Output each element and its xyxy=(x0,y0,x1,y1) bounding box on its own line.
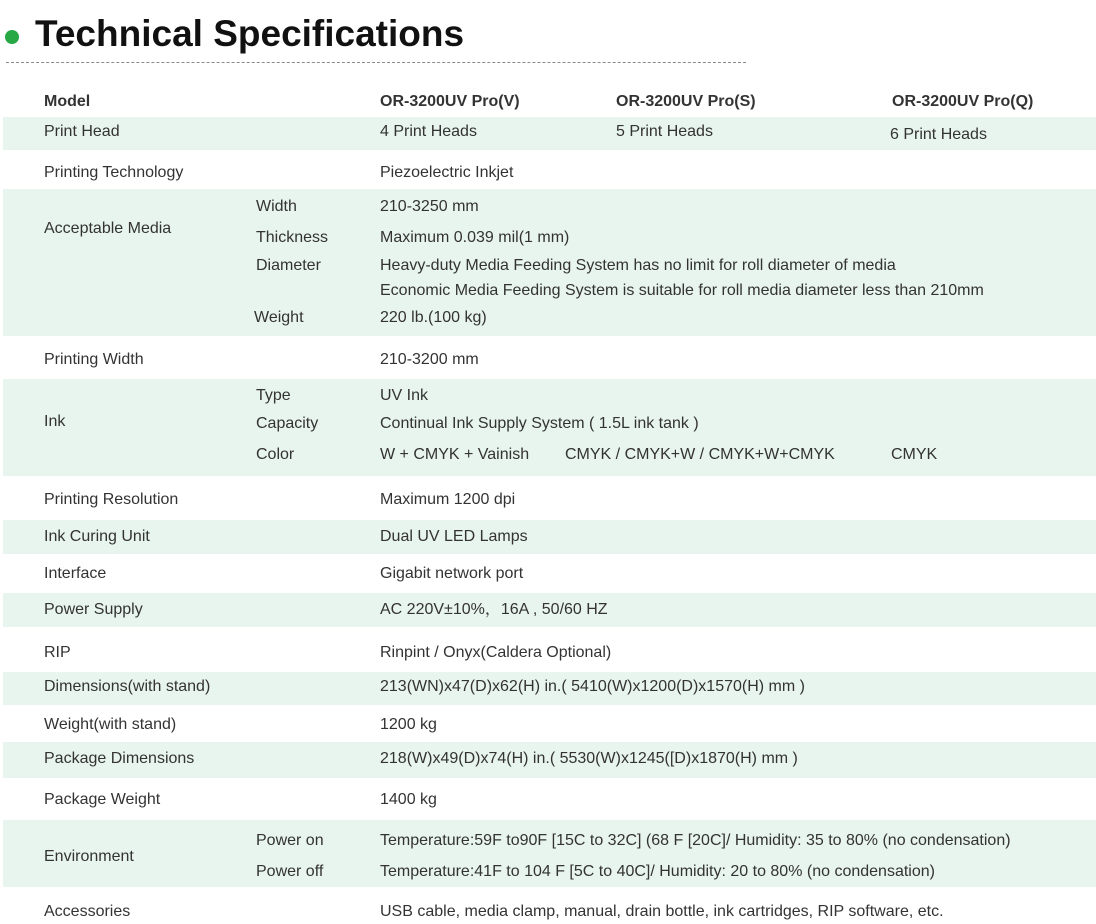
row-value: Economic Media Feeding System is suitable for roll media diameter less than 210mm xyxy=(380,282,984,299)
model-name: OR-3200UV Pro(Q) xyxy=(892,93,1034,110)
sub-label: Power on xyxy=(256,832,324,849)
row-value: W + CMYK + Vainish xyxy=(380,446,530,463)
row-value: 1200 kg xyxy=(380,716,437,733)
row-label: Printing Resolution xyxy=(44,491,179,508)
model-label: Model xyxy=(44,93,91,110)
row-value: 1400 kg xyxy=(380,791,437,808)
row-value: CMYK xyxy=(891,446,938,463)
page-title: Technical Specifications xyxy=(35,13,465,54)
row-value: USB cable, media clamp, manual, drain bottle, ink cartridges, RIP software, etc. xyxy=(380,903,944,920)
sub-label: Weight xyxy=(254,309,304,326)
row-label: Printing Width xyxy=(44,351,144,368)
row-label: Accessories xyxy=(44,903,131,920)
row-value: 213(WN)x47(D)x62(H) in.( 5410(W)x1200(D)x1570(H) mm ) xyxy=(380,678,805,695)
row-value: 218(W)x49(D)x74(H) in.( 5530(W)x1245([D)x1870(H) mm ) xyxy=(380,750,798,767)
sub-label: Capacity xyxy=(256,415,319,432)
row-value: 4 Print Heads xyxy=(380,123,477,140)
row-label: Power Supply xyxy=(44,601,143,618)
sub-label: Width xyxy=(256,198,297,215)
row-value: 210-3200 mm xyxy=(380,351,479,368)
sub-label: Thickness xyxy=(256,229,329,246)
row-label: Environment xyxy=(44,848,134,865)
row-label: RIP xyxy=(44,644,71,661)
row-value: 5 Print Heads xyxy=(616,123,713,140)
sub-label: Power off xyxy=(256,863,324,880)
row-label: Package Dimensions xyxy=(44,750,195,767)
row-value: Rinpint / Onyx(Caldera Optional) xyxy=(380,644,612,661)
row-value: Gigabit network port xyxy=(380,565,524,582)
row-label: Weight(with stand) xyxy=(44,716,177,733)
row-value: Continual Ink Supply System ( 1.5L ink tank ) xyxy=(380,415,699,432)
row-label: Interface xyxy=(44,565,107,582)
model-name: OR-3200UV Pro(S) xyxy=(616,93,756,110)
sub-label: Diameter xyxy=(256,257,321,274)
row-label: Print Head xyxy=(44,123,120,140)
row-value: 6 Print Heads xyxy=(890,126,987,143)
row-value: CMYK / CMYK+W / CMYK+W+CMYK xyxy=(565,446,835,463)
row-band xyxy=(3,520,1096,554)
row-label: Ink xyxy=(44,413,66,430)
row-label: Acceptable Media xyxy=(44,220,172,237)
row-value: Temperature:41F to 104 F [5C to 40C]/ Humidity: 20 to 80% (no condensation) xyxy=(380,863,935,880)
row-value: Dual UV LED Lamps xyxy=(380,528,528,545)
row-label: Printing Technology xyxy=(44,164,184,181)
model-name: OR-3200UV Pro(V) xyxy=(380,93,520,110)
row-label: Package Weight xyxy=(44,791,161,808)
row-value: 210-3250 mm xyxy=(380,198,479,215)
row-label: Ink Curing Unit xyxy=(44,528,150,545)
green-bullet-icon xyxy=(5,30,19,44)
sub-label: Type xyxy=(256,387,291,404)
row-value: UV Ink xyxy=(380,387,429,404)
row-value: Maximum 1200 dpi xyxy=(380,491,516,508)
sub-label: Color xyxy=(256,446,295,463)
row-value: AC 220V±10%，16A , 50/60 HZ xyxy=(380,601,608,618)
row-value: 220 lb.(100 kg) xyxy=(380,309,487,326)
row-value: Piezoelectric Inkjet xyxy=(380,164,514,181)
dashed-divider xyxy=(6,62,746,63)
row-value: Maximum 0.039 mil(1 mm) xyxy=(380,229,570,246)
row-value: Heavy-duty Media Feeding System has no limit for roll diameter of media xyxy=(380,257,896,274)
row-label: Dimensions(with stand) xyxy=(44,678,211,695)
row-value: Temperature:59F to90F [15C to 32C] (68 F [20C]/ Humidity: 35 to 80% (no condensation) xyxy=(380,832,1011,849)
